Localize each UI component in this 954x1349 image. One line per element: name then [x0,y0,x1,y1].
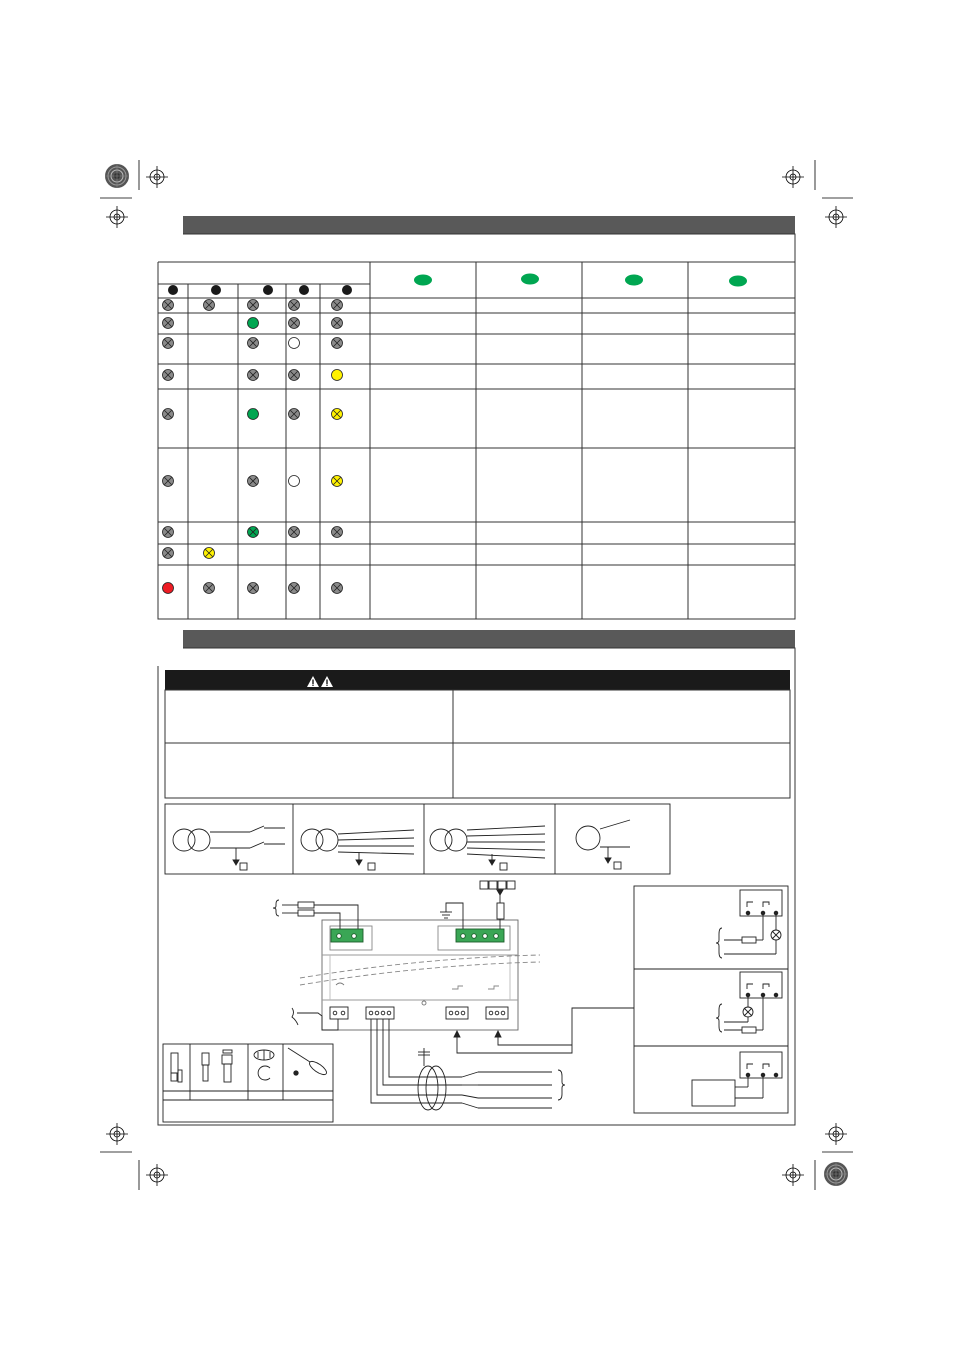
fuse-symbol-icon [298,902,314,908]
screwdriver-icon [288,1048,328,1077]
fuse-symbol-icon [742,1027,756,1033]
bottom-terminal [366,1007,394,1019]
led-indicator-icon [342,285,352,295]
registration-mark-icon [106,1123,128,1145]
warning-header [165,670,790,690]
generator-symbol-icon [576,826,600,850]
led-indicator-icon [289,318,300,329]
lamp-symbol-icon [771,930,781,940]
led-indicator-icon [204,548,215,559]
lamp-symbol-icon [743,1007,753,1017]
led-indicator-icon [248,527,259,538]
status-badge [625,275,643,286]
led-indicator-icon [248,370,259,381]
led-indicator-icon [163,318,174,329]
led-indicator-icon [204,583,215,594]
led-indicator-icon [289,476,300,487]
fuse-symbol-icon [497,903,504,919]
led-indicator-icon [332,370,343,381]
led-indicator-icon [289,300,300,311]
led-header-row [168,285,352,295]
ferrule-icon [202,1050,232,1082]
screw-icon [254,1050,274,1080]
status-badge [521,274,539,285]
led-indicator-icon [289,409,300,420]
status-badge [729,276,747,287]
led-indicator-icon [248,583,259,594]
transformer-symbol-icon [173,829,210,851]
led-indicator-icon [163,300,174,311]
output-wiring-examples [634,886,788,1113]
registration-mark-icon [146,166,168,188]
led-indicator-icon [263,285,273,295]
led-indicator-icon [332,527,343,538]
led-indicator-icon [163,548,174,559]
warning-panel [165,670,790,798]
supply-terminal [331,929,363,942]
led-grid [163,300,343,594]
led-indicator-icon [163,409,174,420]
color-calibration-disc-icon [105,164,129,188]
device-wiring-diagram [273,881,634,1110]
led-indicator-icon [289,370,300,381]
led-indicator-icon [332,583,343,594]
led-indicator-icon [248,318,259,329]
led-indicator-icon [248,300,259,311]
led-indicator-icon [248,338,259,349]
led-indicator-icon [332,318,343,329]
color-calibration-disc-icon [824,1162,848,1186]
registration-mark-icon [782,166,804,188]
registration-mark-icon [825,206,847,228]
bare-wire-icon [171,1053,182,1082]
led-indicator-icon [289,583,300,594]
status-badges [414,274,747,287]
fuse-symbol-icon [742,937,756,943]
registration-mark-icon [106,206,128,228]
transformer-symbol-icon [430,829,467,851]
led-indicator-icon [163,527,174,538]
led-indicator-icon [332,300,343,311]
led-indicator-icon [332,476,343,487]
led-indicator-icon [163,583,174,594]
led-indicator-icon [204,300,215,311]
registration-mark-icon [825,1123,847,1145]
bottom-terminal [330,1007,348,1019]
led-indicator-icon [248,476,259,487]
led-indicator-icon [168,285,178,295]
led-indicator-icon [211,285,221,295]
led-indicator-icon [248,409,259,420]
tools-table [163,1044,333,1122]
device-block [692,1080,735,1106]
status-badge [414,275,432,286]
led-indicator-icon [163,476,174,487]
fuse-symbol-icon [298,910,314,916]
led-indicator-icon [289,338,300,349]
led-indicator-icon [163,338,174,349]
led-status-table [158,234,795,619]
registration-mark-icon [782,1164,804,1186]
network-type-diagrams [165,804,670,874]
led-indicator-icon [289,527,300,538]
transformer-symbol-icon [301,829,338,851]
led-indicator-icon [299,285,309,295]
led-indicator-icon [163,370,174,381]
registration-mark-icon [146,1164,168,1186]
led-indicator-icon [332,338,343,349]
led-indicator-icon [332,409,343,420]
